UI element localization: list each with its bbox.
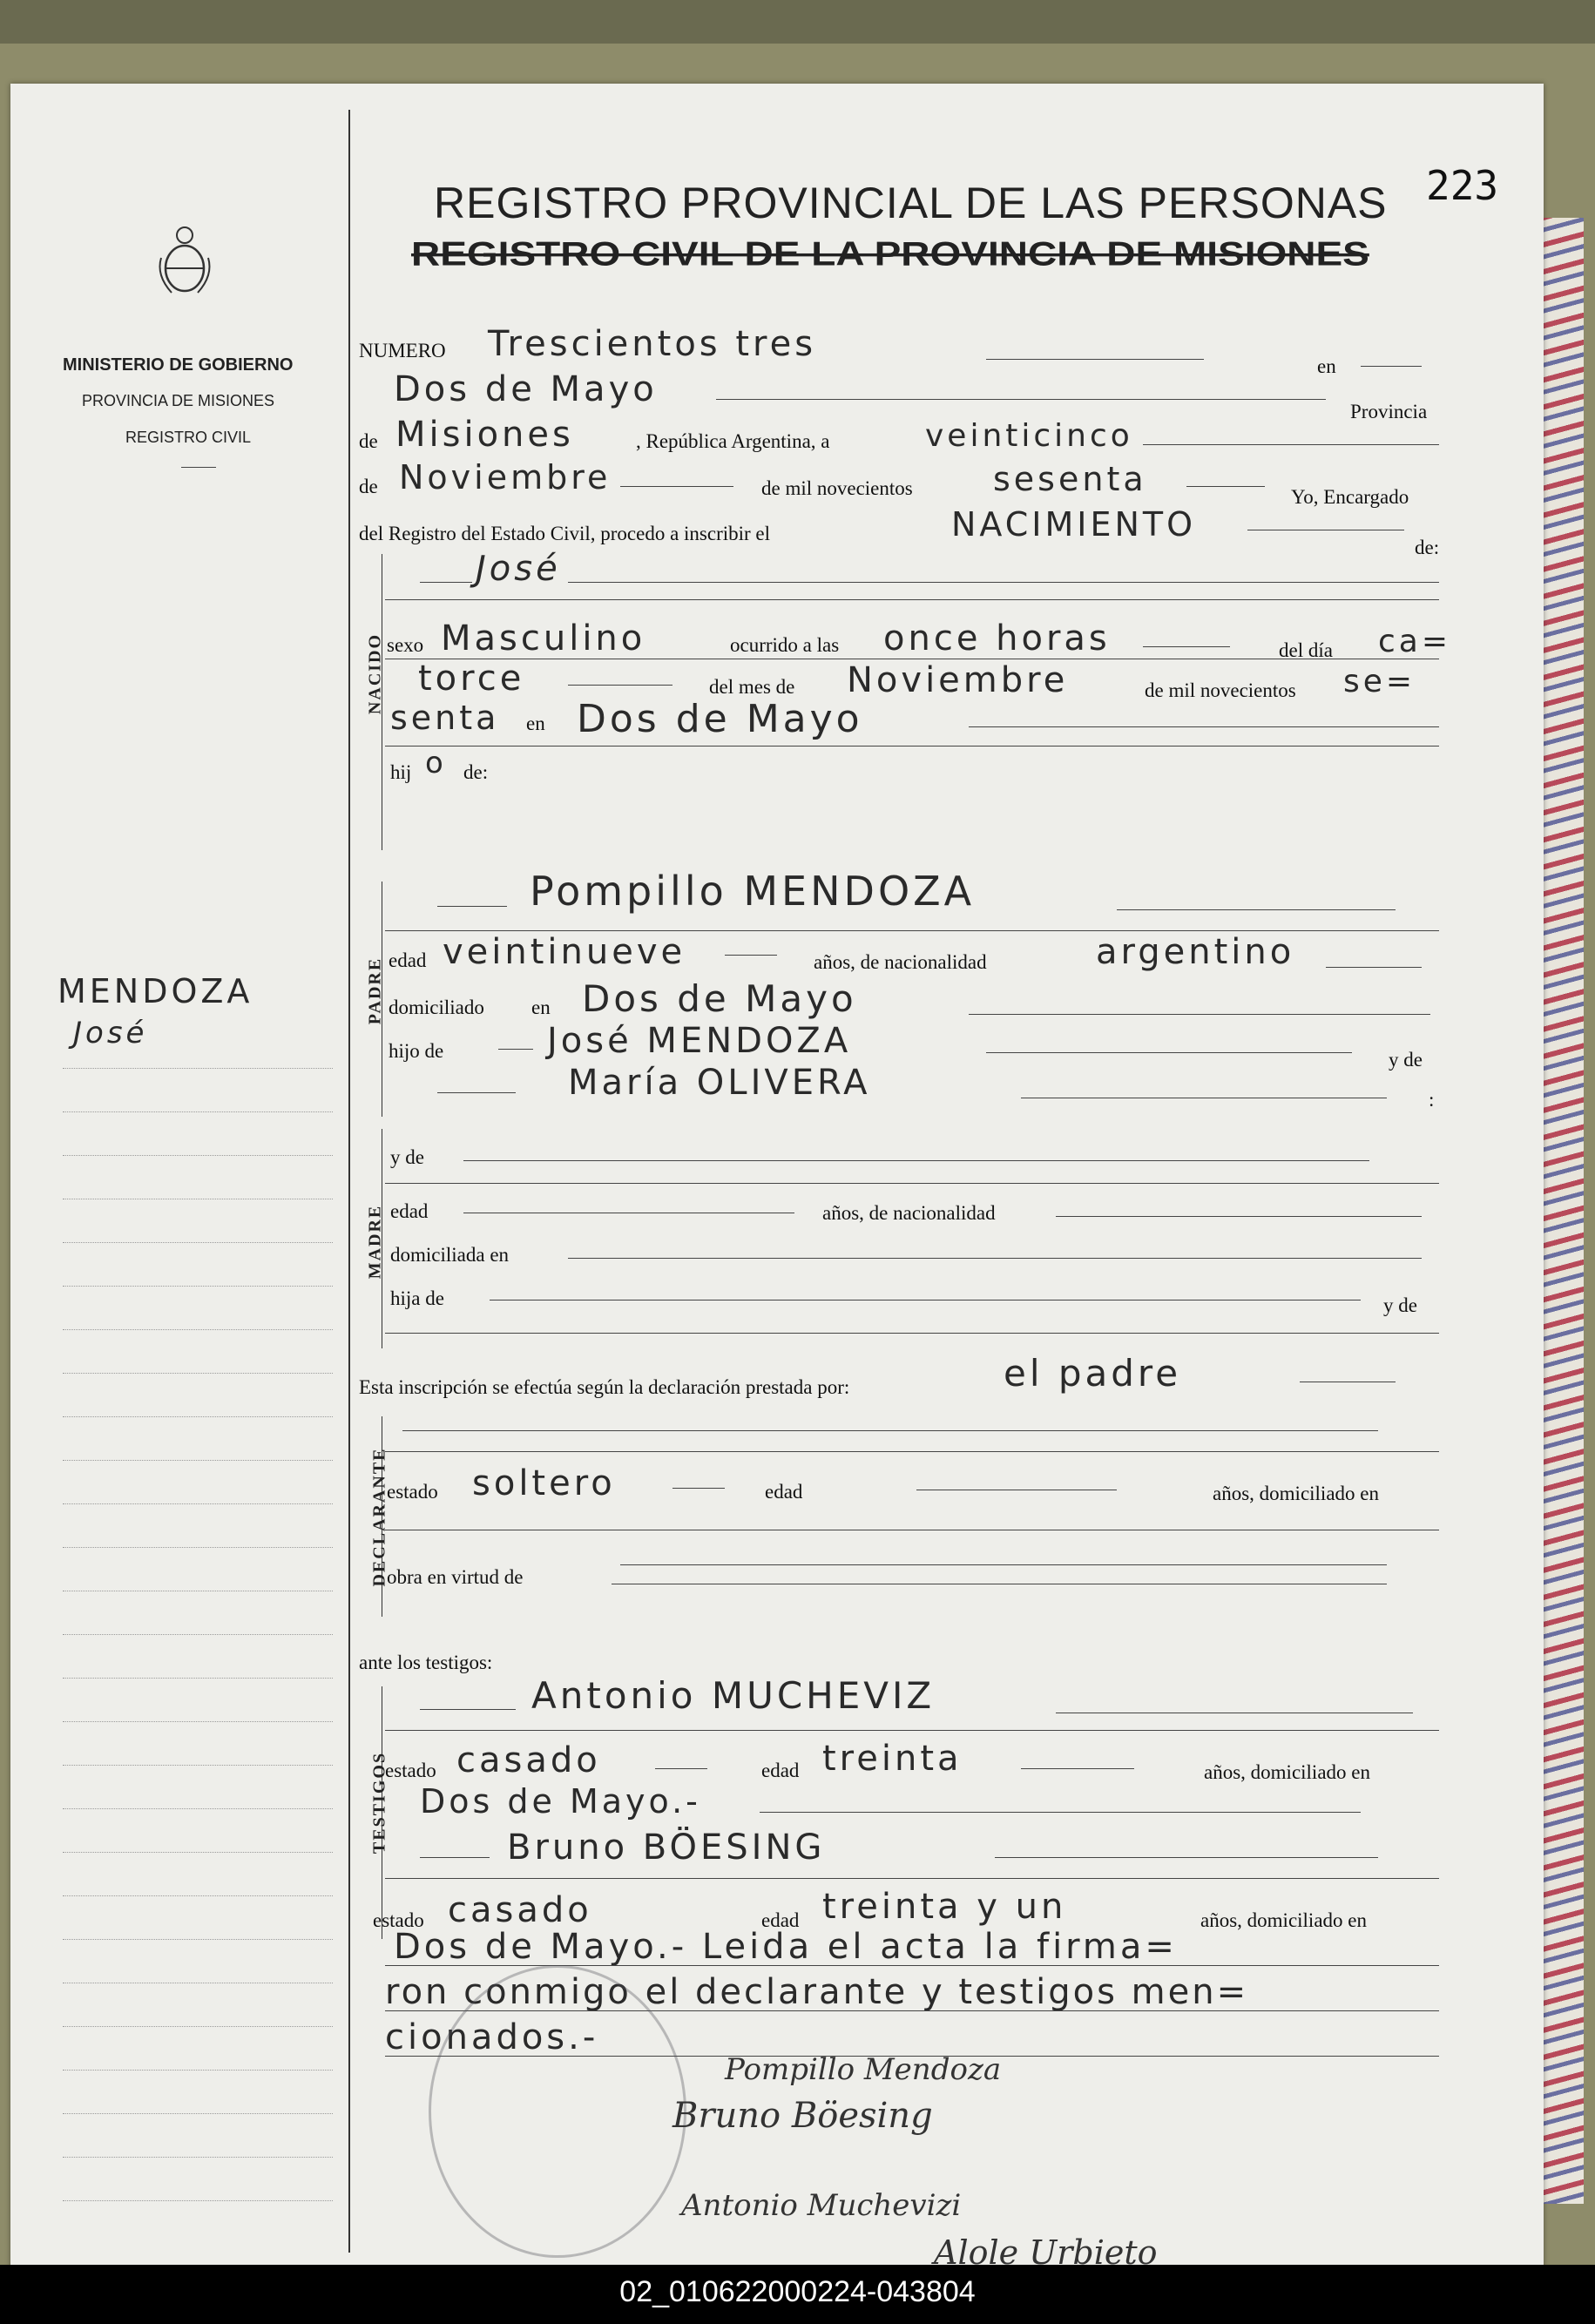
fill-line (1361, 366, 1422, 367)
label-en: en (1317, 355, 1336, 377)
label-yde: y de (1389, 1049, 1423, 1071)
hw-cierre-2: ron conmigo el declarante y testigos men= (385, 1972, 1249, 2012)
signature-mucheviz: Antonio Muchevizi (681, 2188, 962, 2223)
section-padre: PADRE (365, 956, 385, 1025)
section-nacido: NACIDO (365, 632, 385, 715)
fill-line (420, 582, 472, 583)
margin-ruled-line (63, 1242, 333, 1243)
hw-t2-edad: treinta y un (822, 1887, 1067, 1927)
fill-line (420, 1709, 516, 1710)
hw-acto: NACIMIENTO (951, 505, 1197, 544)
hw-testigo1: Antonio MUCHEVIZ (531, 1674, 936, 1717)
fill-line (437, 1092, 516, 1093)
ministry-registry: REGISTRO CIVIL (125, 429, 252, 446)
label-hij: hij (390, 761, 412, 783)
label-domiciliado: domiciliado (389, 996, 484, 1018)
hw-cierre-3: cionados.- (385, 2017, 599, 2057)
hw-t2-estado: casado (448, 1890, 592, 1930)
label-estado: estado (387, 1481, 438, 1503)
margin-ruled-line (63, 1678, 333, 1679)
hw-dia-nac-b: torce (418, 659, 525, 699)
fill-line (437, 906, 507, 907)
signature-boesing: Bruno Böesing (672, 2096, 933, 2136)
label-anos-nac: años, de nacionalidad (814, 951, 987, 973)
fill-line (995, 1857, 1378, 1858)
hw-hij-suffix: o (425, 746, 447, 780)
signature-urbieto: Alole Urbieto (934, 2233, 1158, 2265)
fill-line (568, 1258, 1422, 1259)
margin-ruled-line (63, 1547, 333, 1548)
label-anos-dom-t1: años, domiciliado en (1204, 1761, 1370, 1783)
fill-line (969, 726, 1439, 727)
margin-ruled-line (63, 1808, 333, 1809)
fill-line (463, 1160, 1369, 1161)
hw-sexo: Masculino (441, 618, 646, 659)
label-yde-madre: y de (1383, 1294, 1417, 1316)
label-de-2: de (359, 476, 378, 497)
label-en-2: en (526, 713, 545, 734)
label-mil: de mil novecientos (761, 477, 913, 499)
hw-padre: Pompillo MENDOZA (530, 868, 976, 915)
margin-ruled-line (63, 2157, 333, 2158)
margin-surname: MENDOZA (57, 972, 253, 1010)
hw-cierre-1: Dos de Mayo.- Leida el acta la firma= (394, 1927, 1178, 1967)
label-republica: , República Argentina, a (636, 430, 830, 452)
fill-line (402, 1430, 1378, 1431)
label-ocurrido: ocurrido a las (730, 634, 840, 656)
label-numero: NUMERO (359, 340, 446, 361)
fill-line (420, 1857, 490, 1858)
hw-testigo2: Bruno BÖESING (507, 1827, 826, 1868)
fill-line (1143, 444, 1439, 445)
hw-provincia: Misiones (395, 415, 574, 455)
fill-line (1326, 967, 1422, 968)
margin-ruled-line (63, 2200, 333, 2201)
label-testigos: ante los testigos: (359, 1652, 493, 1673)
fill-line (385, 1183, 1439, 1184)
coat-of-arms-icon (154, 223, 215, 297)
page-number: 223 (1426, 162, 1499, 209)
label-mil-2: de mil novecientos (1145, 679, 1296, 701)
fill-line (1143, 646, 1230, 647)
margin-ruled-line (63, 2070, 333, 2071)
fill-line (385, 1730, 1439, 1731)
registry-title: REGISTRO PROVINCIAL DE LAS PERSONAS (434, 179, 1388, 227)
label-edad-t1: edad (761, 1760, 800, 1781)
margin-ruled-line (63, 1329, 333, 1330)
fill-line (725, 955, 777, 956)
label-colon: : (1429, 1089, 1435, 1111)
hw-mes-nac: Noviembre (847, 660, 1069, 700)
fill-line (568, 685, 672, 686)
fill-line (1117, 909, 1396, 910)
section-testigos: TESTIGOS (369, 1751, 389, 1854)
label-anos-dom: años, domiciliado en (1213, 1483, 1379, 1504)
fill-line (969, 1014, 1430, 1015)
label-declaracion: Esta inscripción se efectúa según la declaración prestada por: (359, 1376, 850, 1398)
label-de-colon: de: (1415, 537, 1440, 558)
hw-dia: veinticinco (925, 418, 1133, 454)
fill-line (1056, 1216, 1422, 1217)
margin-border (348, 110, 350, 2253)
hw-lugar-nac: Dos de Mayo (577, 697, 863, 741)
fill-line (385, 1333, 1439, 1334)
hw-anio-nac-b: senta (390, 699, 500, 737)
label-dia: del día (1279, 639, 1333, 661)
label-obra: obra en virtud de (387, 1566, 524, 1588)
label-registro: del Registro del Estado Civil, procedo a inscribir el (359, 523, 771, 544)
fill-line (1021, 1768, 1134, 1769)
hw-t1-estado: casado (456, 1740, 601, 1780)
image-caption: 02_010622000224-043804 (619, 2275, 976, 2308)
margin-ruled-line (63, 2113, 333, 2114)
label-edad-decl: edad (765, 1481, 803, 1503)
margin-ruled-line (63, 1111, 333, 1112)
fill-line (568, 582, 1439, 583)
section-madre: MADRE (365, 1204, 385, 1280)
fill-line (385, 599, 1439, 600)
label-de-3: de: (463, 761, 489, 783)
label-hija-de: hija de (390, 1287, 444, 1309)
margin-given-name: José (73, 1016, 148, 1051)
label-edad: edad (389, 949, 427, 971)
margin-ruled-line (63, 2026, 333, 2027)
margin-ruled-line (63, 1852, 333, 1853)
label-de: de (359, 430, 378, 452)
official-seal (429, 1965, 686, 2258)
label-sexo: sexo (387, 634, 424, 656)
fill-line (385, 1451, 1439, 1452)
label-anos-nac-madre: años, de nacionalidad (822, 1202, 996, 1224)
hw-declarante: el padre (1004, 1352, 1182, 1395)
margin-ruled-line (63, 1503, 333, 1504)
fill-line (716, 399, 1326, 400)
hw-dia-nac-a: ca= (1378, 624, 1452, 659)
label-mes: del mes de (709, 676, 795, 698)
label-y-de: y de (390, 1146, 424, 1168)
register-page (10, 84, 1544, 2265)
hw-anio: sesenta (993, 460, 1147, 498)
hw-anio-nac-a: se= (1343, 664, 1416, 699)
margin-ruled-line (63, 1416, 333, 1417)
margin-ruled-line (63, 1373, 333, 1374)
label-edad-madre: edad (390, 1200, 429, 1222)
signature-padre: Pompillo Mendoza (725, 2052, 1002, 2087)
margin-ruled-line (63, 1634, 333, 1635)
margin-ruled-line (63, 1721, 333, 1722)
margin-ruled-line (63, 1068, 333, 1069)
label-en-3: en (531, 996, 551, 1018)
fill-line (1186, 486, 1265, 487)
ministry-name: MINISTERIO DE GOBIERNO (63, 355, 294, 375)
fill-line (655, 1768, 707, 1769)
margin-ruled-line (63, 1765, 333, 1766)
fill-line (385, 1878, 1439, 1879)
label-estado-t1: estado (385, 1760, 436, 1781)
label-hijo-de: hijo de (389, 1040, 444, 1062)
hw-padre-nac: argentino (1096, 932, 1295, 972)
divider (181, 467, 216, 468)
label-edad-t2: edad (761, 1909, 800, 1931)
fill-line (672, 1488, 725, 1489)
fill-line (620, 486, 733, 487)
label-anos-dom-t2: años, domiciliado en (1200, 1909, 1367, 1931)
margin-ruled-line (63, 1286, 333, 1287)
margin-ruled-line (63, 1155, 333, 1156)
hw-hora: once horas (883, 618, 1111, 659)
fill-line (385, 930, 1439, 931)
fill-line (986, 1052, 1352, 1053)
margin-ruled-line (63, 1939, 333, 1940)
hw-lugar: Dos de Mayo (394, 369, 658, 409)
hw-padre-edad: veintinueve (443, 932, 686, 972)
fill-line (385, 746, 1439, 747)
hw-numero: Trescientos tres (488, 324, 817, 364)
section-declarante: DECLARANTE (369, 1447, 389, 1587)
hw-decl-estado: soltero (472, 1463, 616, 1503)
hw-padre-dom: Dos de Mayo (582, 977, 857, 1020)
margin-ruled-line (63, 1895, 333, 1896)
label-provincia: Provincia (1350, 401, 1428, 422)
fill-line (986, 359, 1204, 360)
hw-mes: Noviembre (399, 458, 612, 497)
struck-title: REGISTRO CIVIL DE LA PROVINCIA DE MISIONES (411, 233, 1369, 274)
label-yo: Yo, Encargado (1291, 486, 1409, 508)
hw-abuelo: José MENDOZA (547, 1021, 852, 1061)
hw-t1-edad: treinta (822, 1739, 963, 1779)
hw-t1-dom: Dos de Mayo.- (420, 1782, 701, 1821)
ministry-province: PROVINCIA DE MISIONES (82, 392, 275, 409)
label-estado-t2: estado (373, 1909, 424, 1931)
hw-nombre: José (476, 549, 561, 589)
label-domiciliada: domiciliada en (390, 1244, 510, 1266)
fill-line (498, 1049, 533, 1050)
fill-line (760, 1812, 1361, 1813)
hw-abuela: María OLIVERA (568, 1063, 871, 1103)
margin-ruled-line (63, 1460, 333, 1461)
fill-line (620, 1564, 1387, 1565)
